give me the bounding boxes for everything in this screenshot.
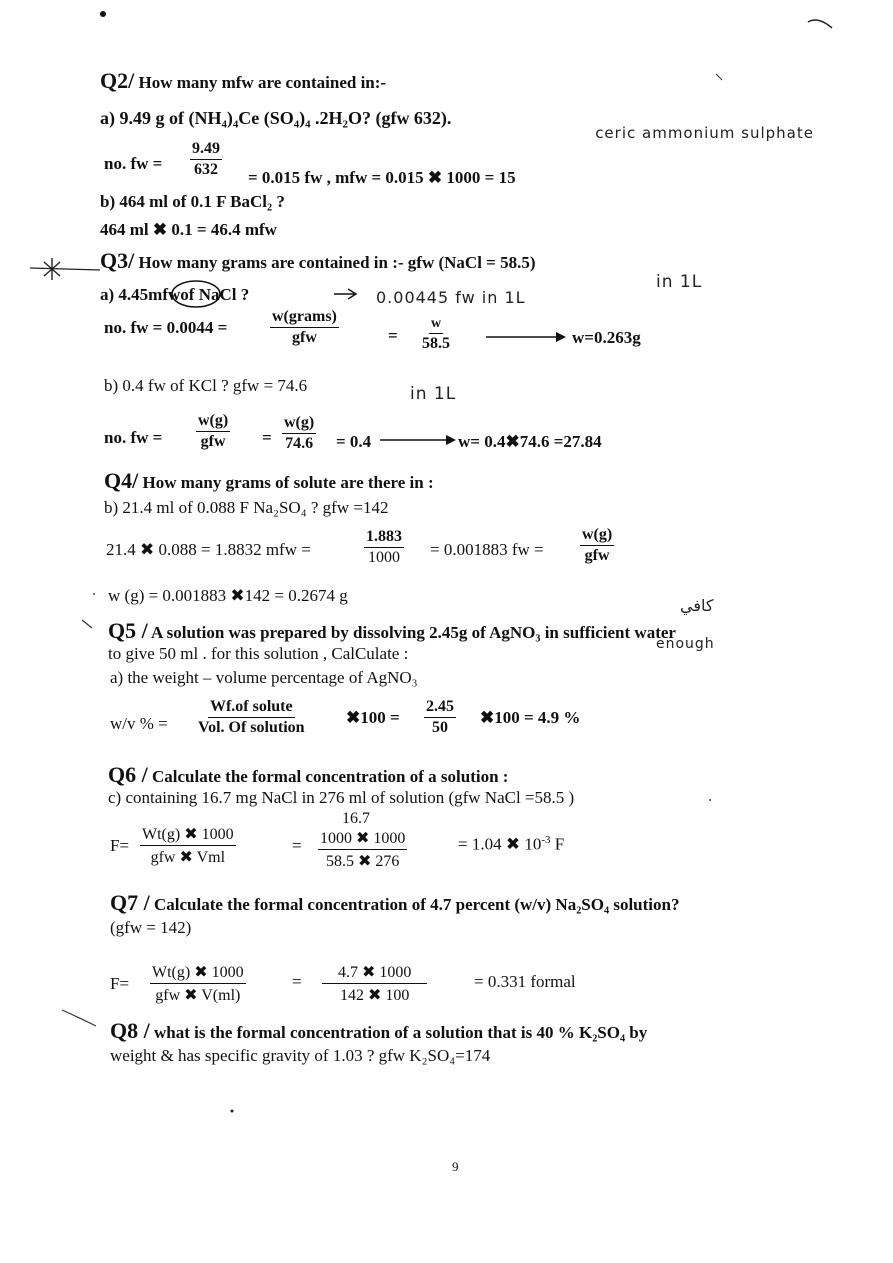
q3-a-fraction-1 [270,308,339,347]
q3-a-text [100,285,249,305]
q6-fraction-2 [318,828,407,871]
q2-a-result: = 0.015 fw , mfw = 0.015 ✖ 1000 = 15 [248,168,516,187]
q8-question-1: what is the formal concentration of a solution that is 40 % K₂SO₄ by [153,1023,648,1042]
q7-f2-num: 4.7 ✖ 1000 [322,962,427,984]
q6-f1-num: Wt(g) ✖ 1000 [140,824,236,846]
q3-a-prefix: no. fw = 0.0044 = [104,318,228,337]
q6-result-pre: = 1.04 ✖ 10 [458,834,542,854]
q3-head: Q3/ [100,248,135,273]
q6-question: Calculate the formal concentration of a solution : [151,767,509,786]
q6-head: Q6 / [108,762,148,787]
q3-a-f2-den: 58.5 [422,335,450,352]
q3-b-eq: = [262,428,272,447]
q4-b-text: b) 21.4 ml of 0.088 F Na₂SO₄ ? gfw =142 [104,498,389,517]
q3-a-post: of NaCl ? [180,285,250,304]
q5-prefix: w/v % = [110,714,168,733]
q4-head: Q4/ [104,468,139,493]
q3-a-eq: = [388,326,398,345]
q3-a-circled: mfw [148,285,181,304]
q5-note-enough: enough [656,636,715,652]
q5-f1-den: Vol. Of solution [198,719,305,736]
q6-f2-num: 1000 ✖ 1000 [318,828,407,850]
q6-line [108,762,508,787]
q4-f1-num: 1.883 [364,528,404,548]
q4-f1-den: 1000 [368,549,400,566]
q3-b-fraction-2 [282,414,316,453]
q6-result [458,834,564,854]
q3-a-f2-num: w [429,316,443,334]
q6-f2-den: 58.5 ✖ 276 [326,853,400,870]
q6-result-exp: -3 [541,834,551,846]
q2-line [100,68,386,93]
q3-question: How many grams are contained in :- gfw (NaCl = 58.5) [138,253,536,272]
q7-eq: = [292,972,302,991]
q5-question-2: to give 50 ml . for this solution , CalCulate : [108,644,409,663]
q2-head: Q2/ [100,68,135,93]
q7-fraction-2 [322,962,427,1005]
q4-calc-prefix: 21.4 ✖ 0.088 = 1.8832 mfw = [106,540,311,559]
q6-result-post: F [550,834,565,854]
q3-b-fraction-1 [196,412,230,451]
q4-question: How many grams of solute are there in : [142,473,434,492]
q6-prefix: F= [110,836,130,855]
q3-line [100,248,536,273]
q3-a-f1-den: gfw [291,329,317,346]
q4-result: w (g) = 0.001883 ✖142 = 0.2674 g [108,586,348,605]
q5-mid: ✖100 = [346,708,400,727]
q3-b-f1-num: w(g) [196,412,230,432]
q5-question-1: A solution was prepared by dissolving 2.45g of AgNO₃ in sufficient water [151,623,676,642]
q3-a-note: 0.00445 fw in 1L [376,288,526,307]
q4-line [104,468,434,493]
q3-b-f1-den: gfw [200,433,226,450]
q7-f1-num: Wt(g) ✖ 1000 [150,962,246,984]
q4-fraction-1 [364,528,404,567]
q6-c-text: c) containing 16.7 mg NaCl in 276 ml of solution (gfw NaCl =58.5 ) [108,788,575,807]
q2-question: How many mfw are contained in:- [138,73,387,92]
q3-b-text: b) 0.4 fw of KCl ? gfw = 74.6 [104,376,308,395]
q2-b-text: b) 464 ml of 0.1 F BaCl₂ ? [100,192,285,211]
q3-a-fraction-2 [420,316,452,353]
q2-a-den: 632 [194,161,218,178]
q8-head: Q8 / [110,1018,150,1043]
q4-calc-mid: = 0.001883 fw = [430,540,544,559]
q5-line [108,618,676,643]
q4-fraction-2 [580,526,614,565]
q5-note-arabic: كافي [680,596,714,615]
q7-f2-den: 142 ✖ 100 [340,987,410,1004]
q2-b-result: 464 ml ✖ 0.1 = 46.4 mfw [100,220,277,239]
q5-f2-num: 2.45 [424,698,456,718]
q3-note-in-1l: in 1L [656,272,703,292]
q2-a-num: 9.49 [190,140,222,160]
q2-a-fraction [190,140,222,179]
page-number: 9 [452,1159,459,1174]
q2-handwritten-note: ceric ammonium sulphate [595,124,814,142]
q3-b-note: in 1L [410,384,457,404]
q5-fraction-1 [196,698,307,737]
q3-b-result: w= 0.4✖74.6 =27.84 [458,432,602,451]
q3-b-mid: = 0.4 [336,432,372,451]
q2-a-prefix: no. fw = [104,154,163,173]
q5-head: Q5 / [108,618,148,643]
q7-head: Q7 / [110,890,150,915]
q7-line [110,890,679,915]
q7-f1-den: gfw ✖ V(ml) [155,987,241,1004]
q2-a-text: a) 9.49 g of (NH₄)₄Ce (SO₄)₄ .2H₂O? (gfw 632). [100,108,452,128]
q7-fraction-1 [150,962,246,1005]
q7-result: = 0.331 formal [474,972,576,991]
q3-b-f2-num: w(g) [282,414,316,434]
q5-result: ✖100 = 4.9 % [480,708,581,727]
q3-b-prefix: no. fw = [104,428,163,447]
q7-prefix: F= [110,974,130,993]
q7-question-2: (gfw = 142) [110,918,192,937]
q7-question-1: Calculate the formal concentration of 4.7 percent (w/v) Na₂SO₄ solution? [153,895,680,914]
q5-a-text: a) the weight – volume percentage of AgNO₃ [110,668,418,687]
q8-line [110,1018,647,1043]
q3-a-result: w=0.263g [572,328,641,347]
q6-f2-top: 16.7 [342,810,370,827]
q3-b-f2-den: 74.6 [285,435,314,452]
q4-f2-den: gfw [584,547,610,564]
q6-eq: = [292,836,302,855]
q3-a-pre: a) 4.45 [100,285,149,304]
q3-a-f1-num: w(grams) [270,308,339,328]
q6-fraction-1 [140,824,236,867]
q4-f2-num: w(g) [580,526,614,546]
q6-f1-den: gfw ✖ Vml [150,849,226,866]
q5-fraction-2 [424,698,456,737]
q5-f1-num: Wf.of solute [208,698,295,718]
q8-question-2: weight & has specific gravity of 1.03 ? gfw K₂SO₄=174 [110,1046,491,1065]
q5-f2-den: 50 [432,719,448,736]
